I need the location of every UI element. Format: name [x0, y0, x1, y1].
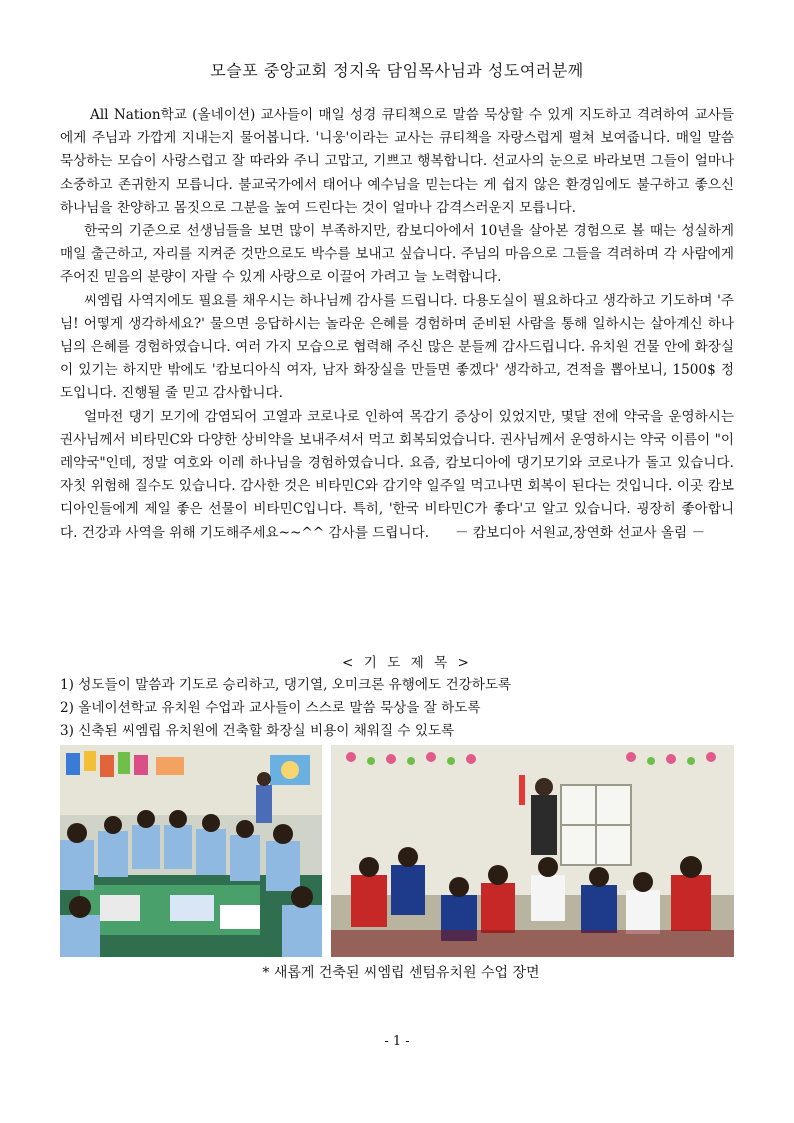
prayer-item-1: 1) 성도들이 말씀과 기도로 승리하고, 댕기열, 오미크론 유행에도 건강하도록 — [60, 677, 512, 693]
paragraph-4 — [60, 406, 734, 545]
prayer-list — [60, 674, 734, 744]
paragraph-4-text: 얼마전 댕기 모기에 감염되어 고열과 코로나로 인하여 목감기 증상이 있었지만, 몇달 전에 약국을 운영하시는 권사님께서 비타민C와 다양한 상비약을 보내주셔서 먹고 회복되었습니다. 권사님께서 운영하시는 약국 이름이 "이레약국"인데, 정말 여호와 이레 하나님을 경험하였습니다. 요즘, 캄보디아에 댕기모기와 코로나가 돌고 있습니다. 자칫 위험해 질수도 있습니다. 감사한 것은 비타민C와 감기약 일주일 먹고나면 회복이 된다는 것입니다. 이곳 캄보디아인들에게 제일 좋은 선물이 비타민C입니다. 특히, '한국 비타민C가 좋다'고 알고 있습니다. 굉장히 좋아합니다. 건강과 사역을 위해 기도해주세요~~^^ 감사를 드립니다. — [60, 408, 734, 541]
signature: － 캄보디아 서원교,장연화 선교사 올림 － — [454, 524, 706, 541]
page-number: - 1 - — [384, 1034, 410, 1049]
classroom-photo-right — [331, 745, 734, 957]
paragraph-3: 씨엠립 사역지에도 필요를 채우시는 하나님께 감사를 드립니다. 다용도실이 필요하다고 생각하고 기도하며 '주님! 어떻게 생각하세요?' 물으면 응답하시는 놀라운 은혜를 경험하며 준비된 사람을 통해 일하시는 살아계신 하나님의 은혜를 경험하였습니다. 여러 가지 모습으로 협력해 주신 많은 분들께 감사드립니다. 유치원 건물 안에 화장실이 있기는 하지만 밖에도 '캄보디아식 여자, 남자 화장실을 만들면 좋겠다' 생각하고, 견적을 뽑아보니, 1500$ 정도입니다. 진행될 줄 믿고 감사합니다. — [60, 292, 734, 402]
paragraph-2: 한국의 기준으로 선생님들을 보면 많이 부족하지만, 캄보디아에서 10년을 살아본 경험으로 볼 때는 성실하게 매일 출근하고, 자리를 지켜준 것만으로도 박수를 보내고 싶습니다. 주님의 마음으로 그들을 격려하며 각 사람에게 주어진 믿음의 분량이 자랄 수 있게 사랑으로 이끌어 가려고 늘 노력합니다. — [60, 223, 734, 286]
prayer-item-2: 2) 올네이션학교 유치원 수업과 교사들이 스스로 말씀 묵상을 잘 하도록 — [60, 700, 481, 717]
letter-body — [60, 104, 734, 545]
classroom-photo-left — [60, 745, 322, 957]
prayer-item-3: 3) 신축된 씨엠립 유치원에 건축할 화장실 비용이 채워질 수 있도록 — [60, 723, 455, 740]
letter-title: 모슬포 중앙교회 정지욱 담임목사님과 성도여러분께 — [210, 61, 584, 80]
prayer-heading: < 기 도 제 목 > — [342, 655, 472, 671]
photo-caption: * 새롭게 건축된 씨엠립 센텀유치원 수업 장면 — [262, 965, 540, 981]
paragraph-1: All Nation학교 (올네이션) 교사들이 매일 성경 큐티책으로 말씀 묵상할 수 있게 지도하고 격려하여 교사들에게 주님과 가깝게 지내는지 물어봅니다. '니웅'이라는 교사는 큐티책을 자랑스럽게 펼쳐 보여줍니다. 매일 말씀 묵상하는 모습이 사랑스럽고 잘 따라와 주니 고맙고, 기쁘고 행복합니다. 선교사의 눈으로 바라보면 그들이 얼마나 소중하고 존귀한지 모릅니다. 불교국가에서 태어나 예수님을 믿는다는 게 쉽지 않은 환경임에도 불구하고 좋으신 하나님을 찬양하고 몸짓으로 그분을 높여 드린다는 것이 얼마나 감격스러운지 모릅니다. — [60, 107, 734, 216]
